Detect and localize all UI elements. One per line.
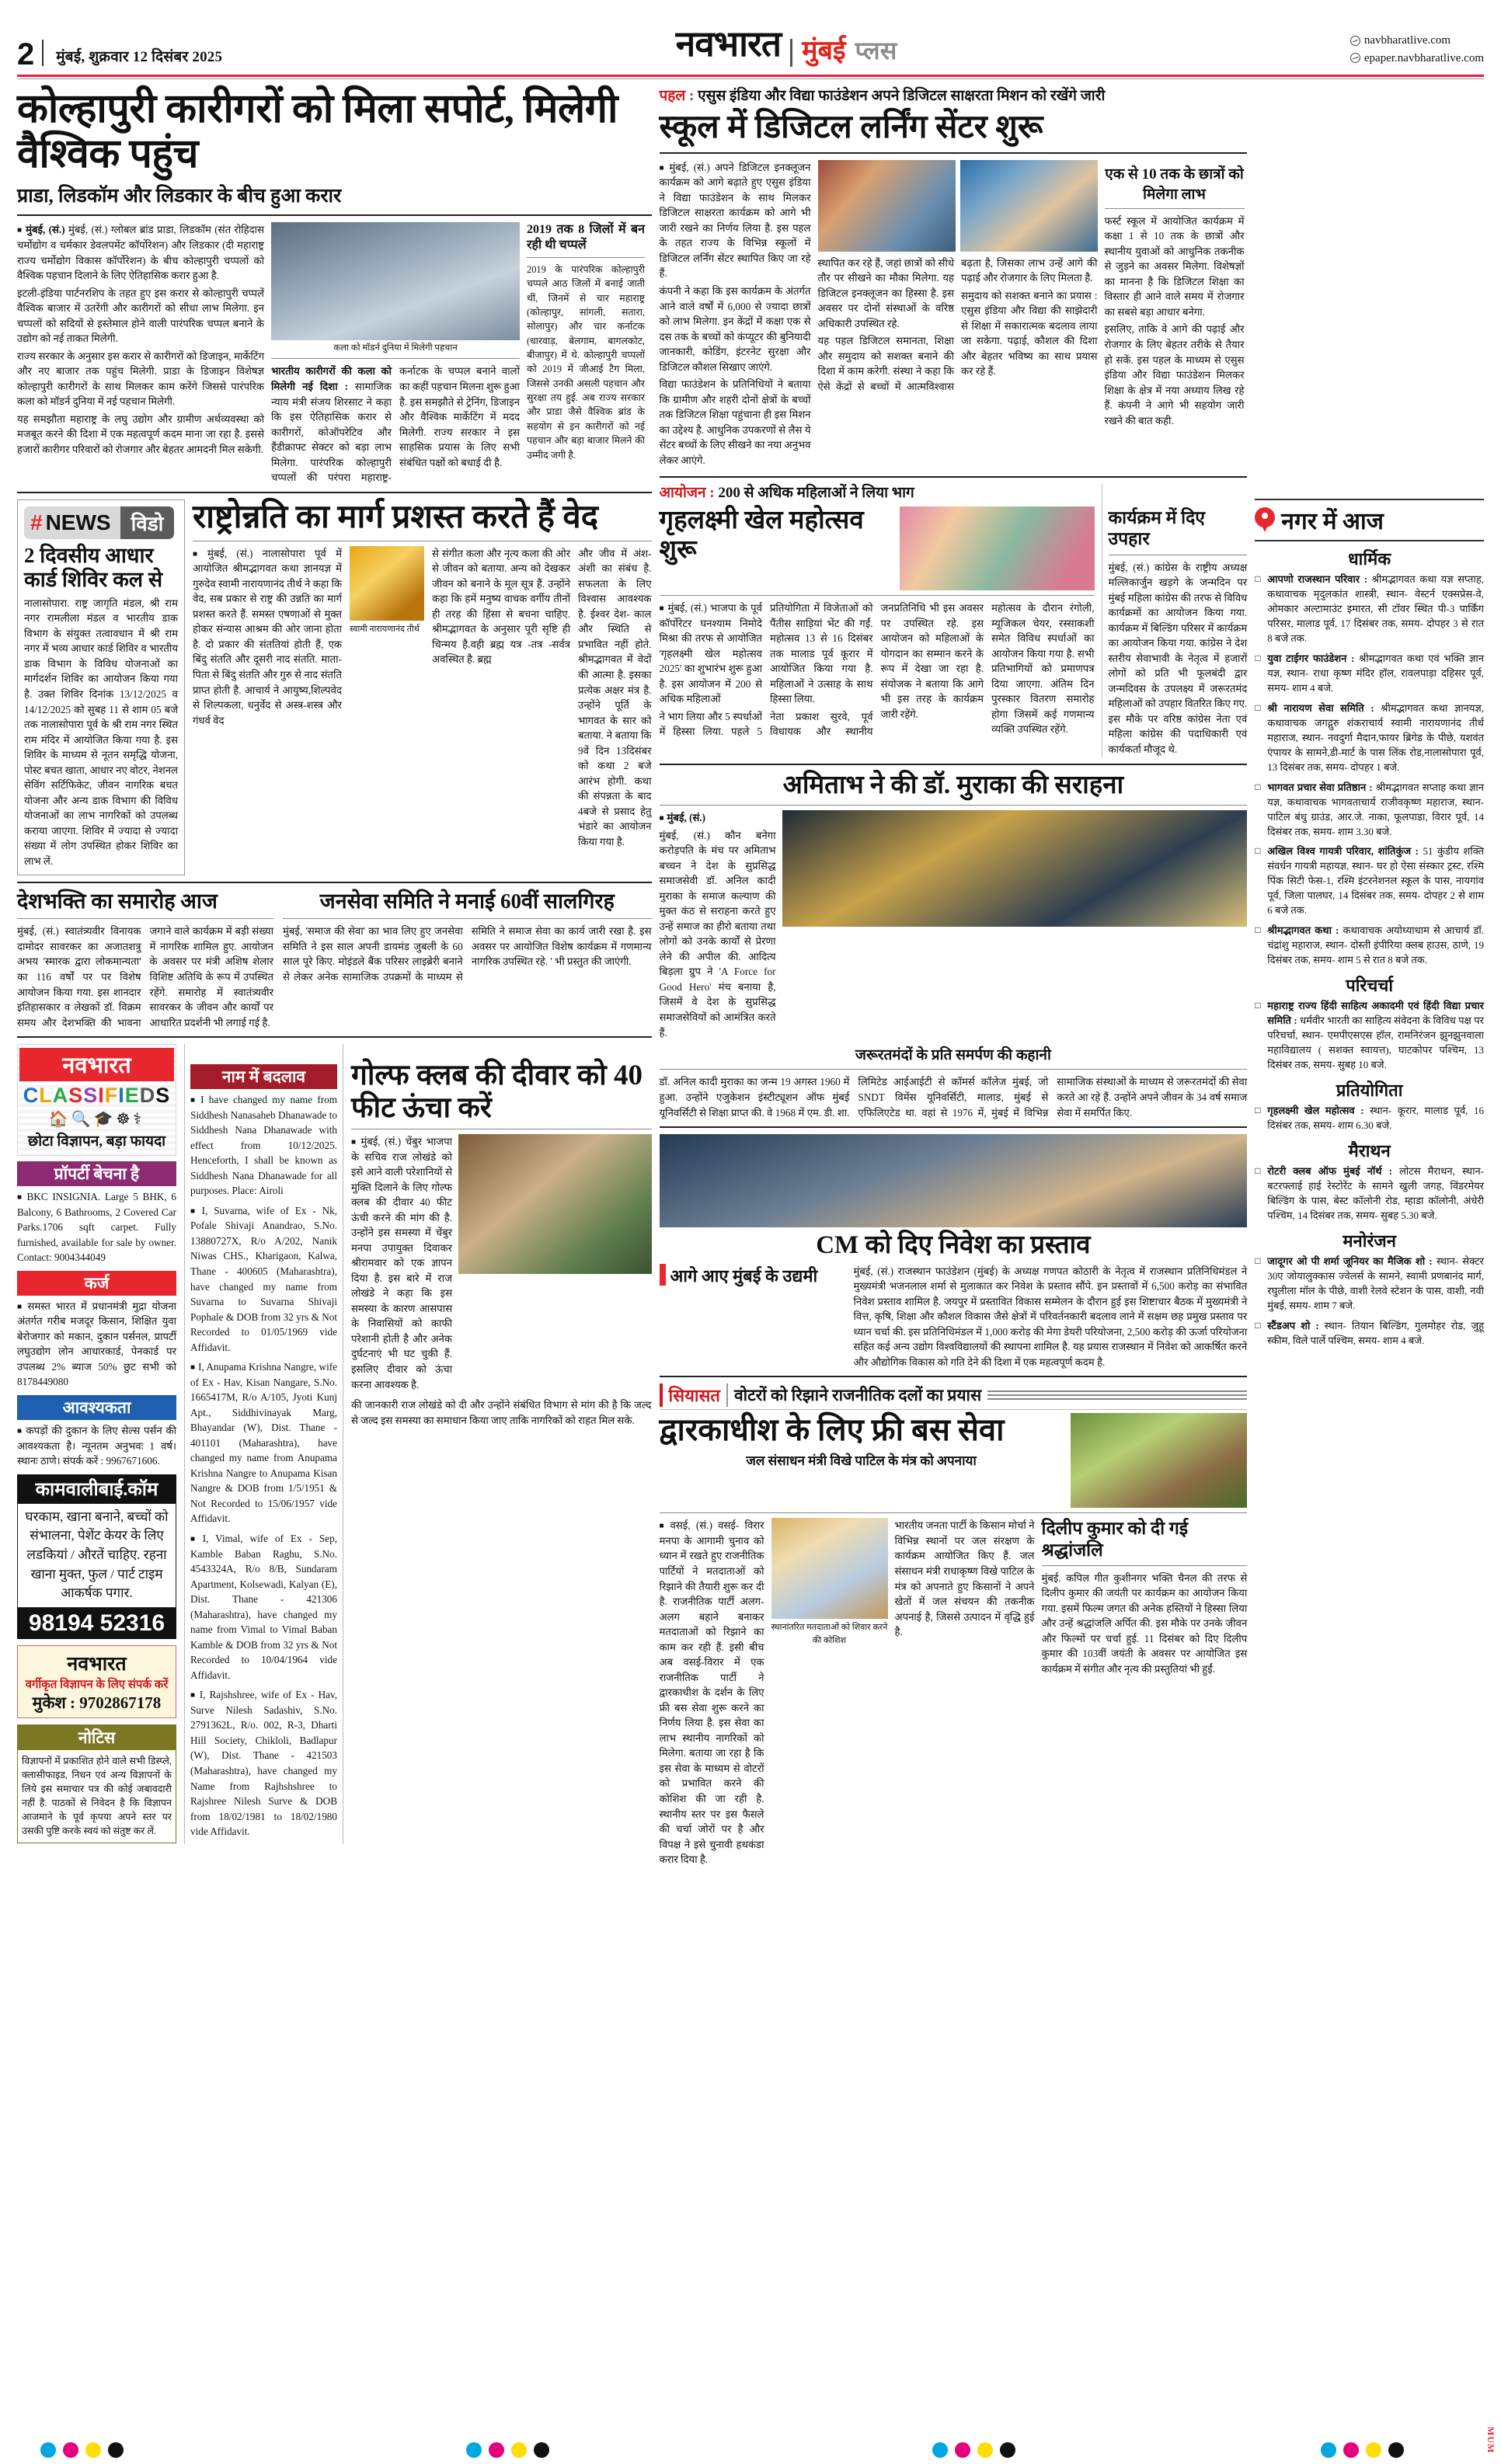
cyan-dot-icon bbox=[1321, 2442, 1336, 2458]
cmyk-marks-left bbox=[40, 2442, 124, 2458]
grihalaxmi-para-4: महोत्सव के दौरान रंगोली, म्यूजिकल चेयर, रस्साकशी समेत विविध स्पर्धाओं का आयोजन किया गया है. सभी प्रतिभागियों को प्रमाणपत्र दिया जाएगा. अंतिम दिन पुरस्कार वितरण समारोह होगा जिसमें कई गणमान्य व्यक्ति उपस्थित रहेंगे. bbox=[991, 602, 1095, 736]
digital-photo-2 bbox=[960, 160, 1098, 252]
article-cm bbox=[660, 1134, 1248, 1369]
digital-body-1 bbox=[660, 160, 811, 468]
article-lead bbox=[17, 87, 652, 485]
city-section-title-dharmik: धार्मिक bbox=[1348, 549, 1391, 569]
city-item-text: स्थान- तियान बिल्डिंग, गुलमोहर रोड, जुहू स्कीम, विले पार्ले पश्चिम, समय- शाम 4 बजे. bbox=[1267, 1319, 1485, 1346]
grihalaxmi-body bbox=[660, 600, 1095, 740]
cyan-dot-icon bbox=[466, 2442, 482, 2458]
lead-photo bbox=[271, 222, 520, 340]
lead-headline: कोल्हापुरी कारीगरों को मिला सपोर्ट, मिलेगी वैश्विक पहुंच bbox=[17, 87, 618, 177]
yellow-dot-icon bbox=[85, 2442, 101, 2458]
city-item-text: श्रीमद्भागवत सप्ताह कथा ज्ञान यज्ञ, कथावाचक भागवताचार्य राजीवकृष्ण महाराज, स्थान- पाटिल बंधु ग्राउंड, आर.जे. नाका, फूलपाडा, विरार पूर्व, 14 दिसंबर तक, समय- शाम 3.30 बजे. bbox=[1267, 781, 1484, 837]
city-item-name: गृहलक्ष्मी खेल महोत्सव : bbox=[1267, 1105, 1364, 1117]
edition-city: मुंबई bbox=[802, 36, 846, 65]
classified-ad-loan: ■ समस्त भारत में प्रधानमंत्री मुद्रा योजना अंतर्गत गरीब मजदूर किसान, शिक्षित युवा बेरोजगार को मकान, दुकान पर्सनल, प्रापर्टी लघुउद्योग लोन आधारकार्ड, पेनकार्ड पर उपलब्ध 2% ब्याज 50% छुट सभी को 8178449080 bbox=[17, 1299, 176, 1390]
city-today-title: नगर में आज bbox=[1281, 509, 1384, 534]
ved-para-1: ■ मुंबई, (सं.) नालासोपारा पूर्व में आयोजित श्रीमद्भागवत कथा ज्ञानयज्ञ में गुरुदेव स्वामी नारायणानंद तीर्थ ने कहा कि वेद, सब प्रकार से राष्ट्र की उन्नति का मार्ग प्रशस्त करते हैं. समस्त एषणाओं से मुक्त होकर संन्यास आश्रम की ओर जाना होता है. दो प्रकार की संततियां होती हैं, एक बिंदु संतति और दूसरी नाद संतति. माता-पिता से बिंदु संतति और गुरु से नाद संतति प्राप्त होती है. आचार्य ने आयुष्य,शिल्पवेद से शिल्पकला, धनुर्वेद से अस्त्र-शस्त्र और गंधर्व वेद bbox=[193, 546, 342, 728]
website-url: navbharatlive.com bbox=[1363, 34, 1451, 47]
black-dot-icon bbox=[1388, 2442, 1404, 2458]
city-section-title-marathon: मैराथन bbox=[1348, 1141, 1391, 1161]
cm-photo bbox=[660, 1134, 1248, 1227]
city-item bbox=[1255, 1164, 1484, 1223]
news-tag-label: # NEWS bbox=[30, 510, 111, 534]
wheel-icon: ☸ bbox=[116, 1111, 134, 1129]
grihalaxmi-para-2: ने भाग लिया और 5 स्पर्धाओं में हिस्सा लिया. पहले 5 प्रतियोगिता में विजेताओं को पैंतीस साड़ियां भेंट की गईं. महोत्सव 13 से 16 दिसंबर तक मालाड पूर्व कूरार में आयोजित किया गया है. महिलाओं ने उत्साह के साथ हिस्सा लिया. bbox=[659, 602, 873, 738]
upahaar-headline: कार्यक्रम में दिए उपहार bbox=[1108, 508, 1206, 549]
column-left bbox=[17, 87, 652, 1870]
dateline: मुंबई, (सं.) bbox=[26, 224, 65, 236]
lead-para-3: राज्य सरकार के अनुसार इस करार से कारीगरों को डिजाइन, मार्केटिंग और नए बाजार तक पहुंच मिलेगी. प्राडा के डिजाइन विशेषज्ञ कोल्हापुरी कारीगरों के साथ मिलकर काम करेंगे जिससे पारंपरिक कला को मॉडर्न दुनिया में नई पहचान मिलेगी. bbox=[17, 350, 264, 408]
city-item-text: श्रीमद्भागवत कथा ज्ञानयज्ञ, कथावाचक जगद्गुरु शंकराचार्य स्वामी नारायणानंद तीर्थ महाराज, स्थान- नवदुर्गा मैदान,फायर ब्रिगेड के पीछे, यशवंत एंपायर के सामने,डी-मार्ट के पास लिंक रोड,नालासोपारा पूर्व, 13 दिसंबर तक, समय- दोपहर 1 बजे. bbox=[1267, 701, 1484, 773]
city-item-text: स्थान- सेक्टर 30ए जोयालुक्कास ज्वेलर्स के सामने, स्वामी प्रणबानंद मार्ग, रघुलीला मॉल के पीछे, वाशी रेलवे स्टेशन के पास, वाशी, नवी मुंबई, समय- शाम 7 बजे. bbox=[1267, 1255, 1485, 1311]
brand-separator bbox=[790, 39, 792, 67]
epaper-url: epaper.navbharatlive.com bbox=[1363, 51, 1484, 64]
article-upahaar bbox=[1102, 484, 1248, 757]
digital-photo-1 bbox=[818, 160, 956, 252]
amitabh-sub-body: डॉ. अनिल कादी मुराका का जन्म 19 अगस्त 1960 में हुआ. उन्होंने एजुकेशन इंस्टीट्यूशन ऑफ मुंबई यूनिवर्सिटी से शिक्षा प्राप्त की. वे 1968 में एम. डी. शा. लिमिटेड आईआईटी से कॉमर्स कॉलेज मुंबई, जो SNDT विमेंस यूनिवर्सिटी, मालाड, मुंबई से एफिलिएटेड था. वहां से 1976 में, मुंबई में विभिन्न सामाजिक संस्थाओं के माध्यम से जरूरतमंदों की सेवा करते आ रहे हैं. उन्होंने अपने जीवन के 34 वर्ष समाज सेवा में समर्पित किए. bbox=[659, 1076, 1248, 1119]
city-item-text: श्रीमद्भागवत कथा यज्ञ सप्ताह, कथावाचक मृदुलकांत शास्त्री, स्थान- वेस्टर्न एक्सप्रेस-वे, ओमकार अल्टामाउंट इमारत, सी टॉवर स्थित पी-3 पार्किंग परिसर, मालाड पूर्व, 17 दिसंबर तक, समय- दोपहर 3 से रात 8 बजे तक. bbox=[1267, 573, 1484, 644]
city-section-title-paricharcha: परिचर्चा bbox=[1346, 976, 1394, 996]
city-item-name: जादूगर ओ पी शर्मा जूनियर का मैजिक शो : bbox=[1267, 1255, 1433, 1267]
city-item-text: श्रीमद्भागवत कथा एवं भक्ति ज्ञान यज्ञ, स्थान- राधा कृष्ण मंदिर हॉल, रावलपाड़ा दहिसर पूर्व, समय- शाम 4 बजे. bbox=[1267, 652, 1484, 694]
city-section-title-manoranjan: मनोरंजन bbox=[1343, 1230, 1396, 1251]
name-change-ad-5: ■ I, Rajshshree, wife of Ex - Hav, Surve Nilesh Sadashiv, S.No. 2791362L, R/o. 002, R-3, Dharti Hill Society, Chikloli, Badlapur (W), Dist. Thane - 421503 (Maharashtra), have changed my Name from Rajhshshree to Rajshree Nilesh Surve & DOB from 18/02/1981 to 18/02/1980 vide Affidavit. bbox=[190, 1687, 337, 1839]
city-item-name: भागवत प्रचार सेवा प्रतिष्ठान : bbox=[1267, 781, 1373, 793]
grihalaxmi-kicker bbox=[660, 484, 1095, 503]
magenta-dot-icon bbox=[955, 2442, 970, 2458]
grihalaxmi-kicker-label: आयोजन : bbox=[659, 485, 715, 502]
masthead-left bbox=[17, 37, 223, 71]
masthead-date: मुंबई, शुक्रवार 12 दिसंबर 2025 bbox=[56, 49, 223, 65]
city-item-text: धर्मवीर भारती का साहित्य संवेदना के विविध पक्ष पर परिचर्चा, स्थान- एमपीएसएस हॉल, रामनिरंजन झुनझुनवाला महाविद्यालय ( सशक्त स्वायत्त), घाटकोपर पश्चिम, 13 दिसंबर तक, समय- सुबह 10 बजे. bbox=[1267, 1014, 1484, 1071]
masthead-rule-thin bbox=[17, 78, 1484, 79]
classifieds-section-title-wanted: आवश्यकता bbox=[17, 1395, 176, 1420]
digital-kicker-text: एसुस इंडिया और विद्या फाउंडेशन अपने डिजिटल साक्षरता मिशन को रखेंगे जारी bbox=[698, 88, 1106, 104]
contact-line: वर्गीकृत विज्ञापन के लिए संपर्क करें bbox=[25, 1678, 169, 1691]
news-video-headline: 2 दिवसीय आधार कार्ड शिविर कल से bbox=[24, 543, 163, 591]
lead-body-2: भारतीय कारीगरों की कला को मिलेगी नई दिशा : सामाजिक न्याय मंत्री संजय शिरसाट ने कहा कि इस ऐतिहासिक करार से कारीगरों, कोऑपरेटिव और हैंडीक्राफ्ट सेक्टर को बड़ा लाभ मिलेगा. पारंपरिक कोल्हापुरी चप्पलों की परंपरा महाराष्ट्र- कर्नाटक के चप्पल बनाने वालों का कहीं पहचान मिलना शुरू हुआ है. इस समझौते से ट्रेनिंग, डिजाइन और वैश्विक मार्केटिंग में मदद मिलेगी. राज्य सरकार ने इस साहसिक प्रयास के लिए सभी संबंधित पक्षों को बधाई दी है. bbox=[271, 365, 520, 484]
city-item bbox=[1255, 1104, 1484, 1133]
classifieds-icons bbox=[19, 1109, 174, 1129]
black-dot-icon bbox=[1000, 2442, 1015, 2458]
classifieds-brand: नवभारत bbox=[19, 1048, 174, 1081]
news-video-box bbox=[17, 499, 185, 876]
digital-para-4: स्थापित कर रहे हैं, जहां छात्रों को सीधे तौर पर सीखने का मौका मिलेगा. यह डिजिटल इनक्लूजन का हिस्सा है. इस अवसर पर दोनों संस्थाओं के वरिष्ठ अधिकारी उपस्थित रहे. bbox=[817, 256, 954, 329]
city-item bbox=[1255, 652, 1484, 696]
classifieds-section-title-loan: कर्ज bbox=[17, 1271, 176, 1296]
digital-para-5: यह पहल डिजिटल समानता, शिक्षा और समुदाय को सशक्त बनाने की दिशा में काम करेगी. संस्था ने कहा कि ऐसे केंद्रों से बच्चों में आत्मविश्वास बढ़ता है, जिसका लाभ उन्हें आगे की पढ़ाई और रोजगार के लिए मिलता है. bbox=[817, 256, 1098, 392]
black-dot-icon bbox=[534, 2442, 549, 2458]
cm-body: मुंबई, (सं.) राजस्थान फाउंडेशन (मुंबई) के अध्यक्ष गणपत कोठारी के नेतृत्व में राजस्थान प्रतिनिधिमंडल ने मुख्यमंत्री भजनलाल शर्मा से मुलाकात कर निवेश के प्रस्ताव सौंपे. इन प्रस्तावों में 6,500 करोड़ का संभावित निवेश प्रस्ताव शामिल है. जयपुर में प्रस्तावित विकास सम्मेलन के दौरान हुई इस शिष्टाचार बैठक में मुख्यमंत्री ने वित्त, कृषि, शिक्षा और कौशल विकास जैसे क्षेत्रों में परिवर्तनकारी बदलाव लाने में सक्षम छह प्रमुख प्रस्ताव पर ध्यान चर्चा की. इस प्रतिनिधिमंडल में 1,000 करोड़ की मेगा डेयरी परियोजना, 2,500 करोड़ की ऊर्जा परियोजना सहित कई अन्य उद्योग विश्वविद्यालयों की स्थापना शामिल है. यह प्रयास राजस्थान में निवेश को आकर्षित करने और औद्योगिक विकास को गति देने की दिशा में एक महत्वपूर्ण कदम है. bbox=[853, 1265, 1248, 1368]
globe-icon bbox=[1350, 53, 1360, 63]
globe-icon bbox=[1350, 36, 1360, 46]
video-tag-label: विडो bbox=[120, 506, 175, 539]
name-change-ad-3: ■ I, Anupama Krishna Nangre, wife of Ex - Hav, Kisan Nangare, S.No. 1665417M, R/o A/105, Jyoti Kunj Apt., Siddhivinayak Marg, Bhayandar (W), Dist. Thane - 401101 (Maharashtra), have changed my name from Anupama Krishna Nangre to Anupama Kisan Nangre & DOB from 1/5/1951 & Not Recorded to 15/06/1957 vide Affidavit. bbox=[190, 1359, 337, 1526]
city-item-text: स्थान- कूरार, मालाड पूर्व, 16 दिसंबर तक, समय- शाम 6.30 बजे. bbox=[1267, 1105, 1484, 1132]
grihalaxmi-headline: गृहलक्ष्मी खेल महोत्सव शुरू bbox=[659, 506, 864, 564]
digital-headline: स्कूल में डिजिटल लर्निंग सेंटर शुरू bbox=[659, 109, 1043, 145]
classified-ad-wanted: ■ कपड़ों की दुकान के लिए सेल्स पर्सन की आवश्यकता है। न्यूनतम अनुभवः 1 वर्ष। स्थानः ठाणे। संपर्क करें : 9967671606. bbox=[17, 1423, 176, 1469]
kamwali-title: कामवालीबाई.कॉम bbox=[17, 1474, 176, 1503]
notice-text: विज्ञापनों में प्रकाशित होने वाले सभी डिस्प्ले, क्लासीफाइड, निधन एवं अन्य विज्ञापनों के लिये इस समाचार पत्र की कोई जबावदारी नहीं है. पाठकों से निवेदन है कि विज्ञापन आजमाने के पूर्व कृपया अपने स्तर पर उसकी पुष्टि करके स्वयं को संतुष्ट कर लें. bbox=[22, 1755, 172, 1837]
dwarka-subhead: स्थानांतरित मतदाताओं को शिवार करने की कोशिश bbox=[771, 1623, 888, 1645]
digital-para-6: फर्स्ट स्कूल में आयोजित कार्यक्रम में कक्षा 1 से 10 तक के छात्रों और स्थानीय युवाओं को आधुनिक तकनीक से जुड़ने का अवसर मिलेगा. विशेषज्ञों का मानना है कि डिजिटल शिक्षा का विस्तार ही आने वाले समय में रोजगार का सबसे बड़ा आधार बनेगा. bbox=[1104, 214, 1245, 318]
lines-decoration-icon bbox=[987, 1390, 1247, 1400]
city-item bbox=[1255, 1255, 1484, 1314]
city-item-text: लोटस मैराथन, स्थान- बटरफ्लाई हाई रेस्टोरेंट के सामने खुली जगह, विंडरमेयर बिल्डिंग के पास, बेस्ट कॉलोनी रोड, म्हाडा कॉलोनी, अंधेरी पश्चिम, 14 दिसंबर तक, समय- सुबह 5.30 बजे. bbox=[1267, 1165, 1484, 1221]
jal-body: भारतीय जनता पार्टी के किसान मोर्चा ने विभिन्न स्थानों पर जल संरक्षण के कार्यक्रम आयोजित किए हैं. जल संसाधन मंत्री राधाकृष्ण विखे पाटिल के मंत्र को अपनाते हुए किसानों ने अपने खेतों में जल संचयन की तकनीक अपनाई है, जिससे उत्पादन में वृद्धि हुई है. bbox=[894, 1519, 1035, 1638]
cyan-dot-icon bbox=[932, 2442, 948, 2458]
digital-body-3 bbox=[1105, 214, 1245, 428]
article-grihalaxmi bbox=[660, 484, 1095, 757]
notice-box bbox=[17, 1724, 176, 1843]
red-bar-icon bbox=[660, 1264, 666, 1286]
lead-photo-caption: कला को मॉडर्न दुनिया में मिलेगी पहचान bbox=[333, 343, 458, 353]
lead-sidebar-title: 2019 तक 8 जिलों में बन रही थी चप्पलें bbox=[527, 223, 645, 252]
ved-headline: राष्ट्रोन्नति का मार्ग प्रशस्त करते हैं वेद bbox=[193, 499, 599, 535]
digital-para-1: ■ मुंबई, (सं.) अपने डिजिटल इनक्लूजन कार्यक्रम को आगे बढ़ाते हुए एसुस इंडिया ने विद्या फाउंडेशन के साथ मिलकर डिजिटल साक्षरता कार्यक्रम को आगे भी जारी रखने का निर्णय लिया है. इस पहल के तहत राज्य के विभिन्न स्कूलों में डिजिटल लर्निंग सेंटर स्थापित किए जा रहे हैं. bbox=[660, 160, 811, 281]
ved-para-2: से संगीत कला और नृत्य कला की ओर से जीवन को बताया. अन्य को देखकर जीवन को बनाने के मूल सूत्र हैं. उन्होंने कहा कि हमें मनुष्य वाचक वर्गीय तीनों ही तरह की हिंसा से बचना चाहिए. श्रीमद्भागवत के अनुसार पूरी सृष्टि ही चिन्मय है.वही ब्रह्म यत्र -तत्र -सर्वत्र अवस्थित है. ब्रह्म bbox=[432, 547, 570, 666]
classified-ad-property: ■ BKC INSIGNIA. Large 5 BHK, 6 Balcony, 6 Bathrooms, 2 Covered Car Parks.1706 sqft carpet. Fully furnished, available for sale by owner. Contact: 9004344049 bbox=[17, 1189, 176, 1265]
article-dwarka bbox=[660, 1383, 1248, 1869]
page-body bbox=[17, 87, 1484, 1870]
deshbhakti-body: मुंबई, (सं.) स्वातंत्र्यवीर विनायक दामोदर सावरकर का अजातशत्रु अभय 'स्मारक द्वारा लोकमान्यता' का 116 वर्षों पर पर विशेष आयोजन किया गया. इस शानदार इतिहासकार व लेखकों डॉ. विक्रम समय और देशभक्ति की भावना जगाने वाले कार्यक्रम में बड़ी संख्या में नागरिक शामिल हुए. आयोजन के अवसर पर मंत्री अशिष शेलार विशिष्ट अतिथि के रूप में उपस्थित रहेंगे. समारोह में स्वातंत्र्यवीर सावरकर के जीवन और कार्यों पर आधारित प्रदर्शनी भी लगाई गई है. bbox=[17, 925, 273, 1028]
contact-person[interactable]: मुकेश : 9702867178 bbox=[32, 1693, 162, 1712]
classifieds-logo bbox=[17, 1044, 176, 1156]
city-item-text: कथावाचक अयोध्याधाम से आचार्य डॉ. चंद्रांशु महाराज, स्थान- दोस्ती इंपीरिया क्लब हाउस, ठाणे, 19 दिसंबर तक, समय- शाम 5 से रात 8 बजे तक. bbox=[1267, 924, 1484, 966]
digital-para-3: विद्या फाउंडेशन के प्रतिनिधियों ने बताया कि ग्रामीण और शहरी दोनों क्षेत्रों के बच्चों तक डिजिटल शिक्षा पहुंचाना ही इस मिशन का उद्देश्य है. आधुनिक उपकरणों से लैस ये सेंटर बच्चों के लिए सीखने का नया अनुभव लेकर आएंगे. bbox=[659, 378, 811, 466]
city-item bbox=[1255, 1319, 1484, 1349]
masthead bbox=[17, 11, 1484, 71]
dwarka-photo bbox=[1071, 1413, 1248, 1508]
edition-vertical-mark: MUM bbox=[1485, 2426, 1496, 2453]
lead-sidebar-text: 2019 के पारंपरिक कोल्हापुरी चप्पले आठ जिलों में बनाई जाती थीं, जिनमें से चार महाराष्ट्र (कोल्हापुर, सांगली, सतारा, सोलापुर) और चार कर्नाटक (धारवाड़, बेलगाम, बागलकोट, बीजापुर) में थे. कोल्हापुरी चप्पलों को 2019 में जीआई टैग मिला, जिससे उनकी असली पहचान और सुरक्षा तय हुई. अब राज्य सरकार और प्राडा जैसे वैश्विक ब्रांड के सहयोग से इन कारीगरों को नई पहचान और बड़ा बाजार मिलने की उम्मीद जगी है. bbox=[527, 263, 645, 461]
health-icon: ⚕ bbox=[133, 1111, 145, 1129]
city-item-name: स्टैंडअप शो : bbox=[1267, 1319, 1319, 1331]
edition-suffix: प्लस bbox=[855, 37, 897, 64]
magenta-dot-icon bbox=[489, 2442, 504, 2458]
golf-caption: की जानकारी राज लोखंडे को दी और उन्होंने संबंधित विभाग से मांग की है कि जल्द से जल्द इस समस्या का समाधान किया जाए ताकि नागरिकों को राहत मिल सके. bbox=[351, 1399, 652, 1426]
cm-sub: आगे आए मुंबई के उद्यमी bbox=[660, 1264, 846, 1287]
grihalaxmi-para-3: नेता प्रकाश सुरवे, पूर्व विधायक और स्थानीय जनप्रतिनिधि भी इस अवसर पर उपस्थित रहे. इस आयोजन को महिलाओं के योगदान का सम्मान करने के रूप में देखा जा रहा है. संयोजक ने बताया कि आगे भी इस तरह के कार्यक्रम जारी रहेंगे. bbox=[770, 602, 984, 738]
city-item-text: 51 कुंडीय शक्ति संवर्धन गायत्री महायज्ञ, स्थान- घर हो ऐसा संस्कार ट्रस्ट, रश्मि पिंक सिटी फेस-1, रश्मि इंटरनेशनल स्कूल के पास, नायगांव पूर्व, जिला पालघर, 14 दिसंबर तक, समय- दोपहर 2 से शाम 6 बजे तक. bbox=[1267, 845, 1484, 917]
classifieds-word: CLASSIFIEDS bbox=[23, 1084, 171, 1108]
golf-body: ■ मुंबई, (सं.) चेंबुर भाजपा के सचिव राज लोखंडे को इसे आने वाली परेशानियों से मुक्ति दिलाने के लिए गोल्फ क्लब की दीवार 40 फीट ऊंची करने की मांग की है. उन्होंने इस समस्या में चेंबुर मनपा उपायुक्त दिवाकर श्रीरामवार को एक ज्ञापन दिया है. इस बारे में राज लोखंडे ने कहा कि इस समस्या के कारण आसपास के निवासियों को काफी परेशानी होती है और अनेक दुर्घटनाएं भी घट चुकी हैं. इसलिए दीवार को ऊंचा करना आवश्यक है. bbox=[351, 1134, 452, 1392]
lead-subhead: प्राडा, लिडकॉम और लिडकार के बीच हुआ करार bbox=[17, 186, 342, 207]
name-change-ad-2: ■ I, Suvarna, wife of Ex - Nk, Pofale Shivaji Anandrao, S.No. 13880727X, R/o A/202, Nanik Niwas CHS., Kharigaon, Kalwa, Thane - 400605 (Maharashtra), have changed my name from Suvarna to Suvarna Shivaji Pophale & DOB from 32 yrs & Not Recorded to 01/05/1969 vide Affidavit. bbox=[190, 1203, 337, 1355]
classifieds-section-title-property: प्रॉपर्टी बेचना है bbox=[17, 1161, 176, 1186]
digital-kicker bbox=[660, 87, 1248, 106]
masthead-rule bbox=[17, 75, 1484, 77]
masthead-brand bbox=[222, 19, 1350, 68]
ved-photo-caption: स्वामी नारायणानंद तीर्थ bbox=[350, 624, 420, 634]
siyasat-text: वोटरों को रिझाने राजनीतिक दलों का प्रयास bbox=[733, 1386, 982, 1405]
city-item-name: युवा टाईगर फाउंडेशन : bbox=[1267, 652, 1355, 664]
article-deshbhakti bbox=[17, 889, 273, 1030]
lead-para-2: इटली-इंडिया पार्टनरशिप के तहत हुए इस करार से कोल्हापुरी चप्पलें वैश्विक बाजार में उतरेंगी और कारीगरों को सीधा लाभ मिलेगा. इन चप्पलों को सदियों से इस्तेमाल होने वाली पारंपरिक चप्पल बनाने के उद्योग को नई ताकत मिलेगी. bbox=[17, 287, 264, 345]
deshbhakti-headline: देशभक्ति का समारोह आज bbox=[17, 889, 218, 914]
yellow-dot-icon bbox=[1366, 2442, 1381, 2458]
classifieds-column bbox=[17, 1044, 176, 1844]
contact-brand: नवभारत bbox=[67, 1653, 127, 1675]
amitabh-dateline: मुंबई, (सं.) bbox=[667, 812, 706, 824]
article-amitabh bbox=[660, 771, 1248, 1121]
amitabh-body: मुंबई, (सं.) कौन बनेगा करोड़पति के मंच पर अमिताभ बच्चन ने देश के सुप्रसिद्ध समाजसेवी डॉ. अनिल कादी मुराका के समाज कल्याण की मुक्त कंठ से सराहना करते हुए उन्हें समाज का हीरो बताया तथा लोगों को उनके कार्यों से प्रेरणा लेने की अपील की. आदित्य बिड़ला ग्रुप ने 'A Force for Good Hero' मंच बनाया है, जिसमें वे देश के सुप्रसिद्ध समाजसेवियों को आमंत्रित करते हैं. bbox=[659, 829, 776, 1039]
lead-body-1 bbox=[17, 222, 264, 457]
city-today-header bbox=[1255, 499, 1484, 541]
amitabh-headline: अमिताभ ने की डॉ. मुराका की सराहना bbox=[782, 771, 1124, 799]
ved-photo bbox=[350, 546, 424, 621]
magenta-dot-icon bbox=[63, 2442, 78, 2458]
kamwali-phone[interactable]: 98194 52316 bbox=[17, 1608, 176, 1639]
name-change-ad-4: ■ I, Vimal, wife of Ex - Sep, Kamble Baban Raghu, S.No. 4543324A, R/o 8/B, Sundaram Apartment, Kolsewadi, Kalyan (E), Dist. Thane - 421306 (Maharashtra), have changed my name from Vimal to Vimal Baban Kamble & DOB from 32 yrs & Not Recorded to 10/04/1964 vide Affidavit. bbox=[190, 1531, 337, 1683]
lead-para-4: यह समझौता महाराष्ट्र के लघु उद्योग और ग्रामीण अर्थव्यवस्था को मजबूत करने की दिशा में एक महत्वपूर्ण कदम माना जा रहा है. इससे हजारों कारीगर परिवारों को रोजगार और बेहतर आमदनी मिल सकेगी. bbox=[17, 412, 264, 455]
column-right bbox=[1255, 87, 1484, 1870]
kamwali-text: घरकाम, खाना बनाने, बच्चों को संभालना, पेशेंट केयर के लिए लडकियां / औरतें चाहिए. रहना खाना मुक्त, फुल / पार्ट टाइम आकर्षक पगार. bbox=[17, 1503, 176, 1608]
digital-subhead: एक से 10 तक के छात्रों को मिलेगा लाभ bbox=[1105, 165, 1244, 203]
city-item-name: श्री नारायण सेवा समिति : bbox=[1267, 701, 1374, 714]
house-icon: 🏠 bbox=[48, 1111, 71, 1129]
siyasat-label: सियासत bbox=[660, 1383, 728, 1407]
grihalaxmi-kicker-text: 200 से अधिक महिलाओं ने लिया भाग bbox=[718, 485, 914, 502]
city-item bbox=[1255, 781, 1484, 840]
city-item-name: आपणो राजस्थान परिवार : bbox=[1267, 573, 1368, 585]
article-ved bbox=[193, 499, 652, 876]
jal-headline: जल संसाधन मंत्री विखे पाटिल के मंत्र को अपनाया bbox=[746, 1453, 977, 1469]
masthead-divider bbox=[42, 40, 44, 66]
city-item bbox=[1255, 844, 1484, 918]
news-video-block bbox=[17, 499, 185, 876]
dilip-headline: दिलीप कुमार को दी गई श्रद्धांजलि bbox=[1041, 1519, 1189, 1560]
upahaar-body: मुंबई, (सं.) कांग्रेस के राष्ट्रीय अध्यक्ष मल्लिकार्जुन खड़गे के जन्मदिन पर मुंबई महिला कांग्रेस की तरफ से विविध कार्यक्रमों का आयोजन किया गया. कार्यक्रम में बिल्डिंग परिसर में कार्यक्रम का आयोजन किया गया. कांग्रेस ने देश स्तरीय सेवाभावी के नेतृत्व में हजारों लोगों को प्रति भी फूलबंदी द्वार जन्मदिवस के उपलक्ष्य में जरूरतमंद महिलाओं को उपहार वितरित किए गए. इस मौके पर वरिष्ठ कांग्रेस नेता एवं महिला कांग्रेस की पदाधिकारी एवं कार्यकर्ता मौजूद थे. bbox=[1108, 561, 1248, 755]
news-video-body: नालासोपारा. राष्ट्र जागृति मंडल, श्री राम नगर रामलीला मंडल व भारतीय डाक विभाग के संयुक्त तत्वावधान में श्री राम नगर में भव्य आधार कार्ड शिविर व भारतीय डाक विभाग के विविध योजनाओं का मार्गदर्शन शिविर का आयोजन किया गया है. उक्त शिविर दिनांक 13/12/2025 व 14/12/2025 को सुबह 11 से शाम 05 बजे तक नालासोपारा पूर्व के श्री राम नगर स्थित राम मंदिर में आयोजित किया गया है. इस शिविर के माध्यम से नूतन समृद्धि योजना, पोस्ट बचत खाता, आधार नए वोटर, नेशनल सेविंग सर्टिफिकेट, जीवन नागरिक बचत योजना और अन्य डाक विभाग की विविध योजनाओं का लाभ नागरिकों को उपलब्ध कराया जाएगा. शिविर में ज्यादा से ज्यादा संख्या में लोग उपस्थित होकर शिविर का लाभ लें. bbox=[24, 597, 178, 867]
person-search-icon: 🔍 bbox=[71, 1111, 94, 1129]
brand-name: नवभारत bbox=[675, 23, 782, 64]
black-dot-icon bbox=[108, 2442, 124, 2458]
name-change-ad-1: ■ I have changed my name from Siddhesh Nanasaheb Dhanawade to Siddhesh Nana Dhanawade with effect from 10/12/2025. Henceforth, I shall be known as Siddhesh Nana Dhanawade for all purposes. Place: Airoli bbox=[190, 1092, 337, 1199]
website-link[interactable] bbox=[1350, 32, 1484, 50]
city-item-name: श्रीमद्भागवत कथा : bbox=[1267, 924, 1339, 937]
cyan-dot-icon bbox=[40, 2442, 56, 2458]
digital-para-8: समुदाय को सशक्त बनाने का प्रयास : एसुस इंडिया और विद्या की साझेदारी से शिक्षा में सकारात्मक बदलाव लाया जा सकेगा. पढ़ाई, कौशल की दिशा और बेहतर भविष्य का साथ प्रयास कर रहे हैं. bbox=[961, 289, 1098, 378]
magenta-dot-icon bbox=[1343, 2442, 1359, 2458]
lead-para-1: मुंबई, (सं.) ग्लोबल ब्रांड प्राडा, लिडकॉम (संत रोहिदास चर्मोद्योग व चर्मकार डेवलपमेंट कॉर्पोरेशन) और लिडकार (दी महाराष्ट्र राज्य चर्मोद्योग विकास कॉर्पोरेशन) के बीच कोल्हापुरी चप्पलों को वैश्विक पहचान दिलाने के लिए ऐतिहासिक करार हुआ है. bbox=[17, 224, 264, 282]
dilip-body: मुंबई. कपिल गीत कुशीनगर भक्ति चैनल की तरफ से दिलीप कुमार की जयंती पर कार्यक्रम का आयोजन किया गया. इसमें फिल्म जगत की अनेक हस्तियों ने हिस्सा लिया और उन्हें श्रद्धांजलि अर्पित की. इस मौके पर उनके जीवन और फिल्मों पर चर्चा हुई. 11 दिसंबर को दिए दिलीप कुमार की 103वीं जयंती के अवसर पर आयोजित इस कार्यक्रम में संगीत और नृत्य की प्रस्तुतियां भी हुईं. bbox=[1041, 1571, 1248, 1675]
amitabh-sub-headline: जरूरतमंदों के प्रति समर्पण की कहानी bbox=[855, 1047, 1051, 1064]
grihalaxmi-para-1: ■ मुंबई, (सं.) भाजपा के पूर्व कॉर्पोरेटर घनश्याम निमोदे मिश्रा की तरफ से आयोजित 'गृहलक्ष्मी खेल महोत्सव 2025' का शुभारंभ शुरू हुआ है. इस आयोजन में 200 से अधिक महिलाओं bbox=[660, 600, 763, 707]
cmyk-marks-far-right bbox=[1321, 2442, 1404, 2458]
masthead-links bbox=[1350, 32, 1484, 68]
page-number: 2 bbox=[17, 37, 35, 71]
golf-headline: गोल्फ क्लब की दीवार को 40 फीट ऊंचा करें bbox=[351, 1060, 643, 1124]
divider bbox=[17, 214, 652, 216]
classifieds-contact-box bbox=[17, 1645, 176, 1718]
dwarka-headline: द्वारकाधीश के लिए फ्री बस सेवा bbox=[659, 1412, 1005, 1448]
digital-para-2: कंपनी ने कहा कि इस कार्यक्रम के अंतर्गत आने वाले वर्षों में 6,000 से ज्यादा छात्रों को लाभ मिलेगा. इन केंद्रों में कक्षा एक से दस तक के बच्चों को कंप्यूटर की बुनियादी जानकारी, कोडिंग, इंटरनेट सुरक्षा और डिजिटल कौशल सिखाए जाएंगे. bbox=[659, 284, 811, 373]
location-pin-icon bbox=[1255, 507, 1275, 534]
grihalaxmi-photo bbox=[900, 506, 1095, 590]
city-item bbox=[1255, 572, 1484, 646]
classifieds-tagline: छोटा विज्ञापन, बड़ा फायदा bbox=[27, 1133, 166, 1150]
article-jansewa bbox=[283, 889, 652, 1030]
temple-photo bbox=[771, 1518, 888, 1619]
city-section-title-pratiyogita: प्रतियोगिता bbox=[1336, 1081, 1403, 1101]
city-item-name: अखिल विश्व गायत्री परिवार, शांतिकुंज : bbox=[1267, 845, 1419, 858]
golf-photo bbox=[458, 1134, 652, 1274]
dwarka-kicker bbox=[660, 1383, 1248, 1410]
jansewa-headline: जनसेवा समिति ने मनाई 60वीं सालगिरह bbox=[319, 889, 615, 914]
city-item bbox=[1255, 924, 1484, 968]
cmyk-marks-center bbox=[466, 2442, 549, 2458]
notice-title: नोटिस bbox=[18, 1725, 176, 1750]
column-middle bbox=[660, 87, 1248, 1870]
city-item-name: रोटरी क्लब ऑफ मुंबई नॉर्थ : bbox=[1267, 1165, 1392, 1177]
city-item-name: महाराष्ट्र राज्य हिंदी साहित्य अकादमी एवं हिंदी विद्या प्रचार समिति : bbox=[1267, 1000, 1484, 1027]
name-change-title: नाम में बदलाव bbox=[190, 1064, 337, 1089]
digital-body-2 bbox=[818, 256, 1098, 395]
epaper-link[interactable] bbox=[1350, 50, 1484, 68]
news-video-tag bbox=[24, 506, 174, 539]
cm-headline: CM को दिए निवेश का प्रस्ताव bbox=[816, 1231, 1091, 1260]
yellow-dot-icon bbox=[977, 2442, 993, 2458]
city-item bbox=[1255, 999, 1484, 1073]
digital-para-7: इसलिए, ताकि वे आगे की पढ़ाई और रोजगार के लिए बेहतर तरीके से तैयार हो सकें. इस पहल के माध्यम से एसुस इंडिया और विद्या फाउंडेशन मिलकर शिक्षा के क्षेत्र में नया अध्याय लिख रहे हैं. कंपनी ने आगे भी सहयोग जारी रखने की बात कही. bbox=[1104, 323, 1245, 426]
dwarka-body: ■ वसई, (सं.) वसई- विरार मनपा के आगामी चुनाव को ध्यान में रखते हुए राजनीतिक पार्टियों ने मतदाताओं को रिझाने की तैयारी शुरू कर दी है. राजनीतिक पार्टी अलग-अलग बहाने बनाकर मतदाताओं को रिझाने का काम कर रही हैं. इसी बीच अब वसई-विरार में एक राजनीतिक पार्टी ने द्वारकाधीश के दर्शन के लिए फ्री बस सेवा शुरू करने का निर्णय लिया है. इस सेवा का लाभ स्थानीय नागरिकों को मिलेगा. बताया जा रहा है कि इस सेवा के माध्यम से वोटरों को प्रभावित करने की कोशिश की जा रही है. स्थानीय स्तर पर इस फैसले की चर्चा जोरों पर है और विपक्ष ने इसे चुनावी हथकंडा करार दिया है. bbox=[660, 1518, 764, 1867]
hash-icon: # bbox=[30, 510, 43, 534]
amitabh-photo bbox=[782, 810, 1248, 927]
article-golf bbox=[351, 1044, 652, 1844]
cmyk-marks-right bbox=[932, 2442, 1015, 2458]
article-digital bbox=[660, 87, 1248, 470]
jansewa-body: मुंबई, 'समाज की सेवा' का भाव लिए हुए जनसेवा समिति ने इस साल अपनी डायमंड जुबली के 60 साल पूरे किए. मोइंडले बैंक परिसर लाइब्रेरी बनाने से लेकर अनेक सामाजिक उपक्रमों के माध्यम से समिति ने समाज सेवा का कार्य जारी रखा है. इस अवसर पर आयोजित विशेष कार्यक्रम में गणमान्य नागरिक उपस्थित रहे. ' भी प्रस्तुत की जाएंगी. bbox=[283, 925, 652, 983]
digital-kicker-label: पहल : bbox=[659, 88, 695, 104]
graduation-cap-icon: 🎓 bbox=[93, 1111, 117, 1129]
city-item bbox=[1255, 701, 1484, 775]
name-change-column bbox=[184, 1044, 343, 1844]
yellow-dot-icon bbox=[511, 2442, 527, 2458]
ved-para-3: और जीव में अंश-अंशी का संबंध है. सफलता के लिए विश्वास आवश्यक है. ईश्वर देश- काल और स्थिति से प्रभावित नहीं होते. श्रीमद्भागवत में वेदों की आत्मा है. इसका प्रत्येक अक्षर मंत्र है. उन्होंने पूर्ति के भागवत के सार को बताया. ने बताया कि 9वें दिन 13दिसंबर को कथा 2 बजे आरंभ होगी. कथा की संपन्नता के बाद 4बजे से प्रसाद हेतु भंडारे का आयोजन किया गया है. bbox=[578, 547, 652, 847]
